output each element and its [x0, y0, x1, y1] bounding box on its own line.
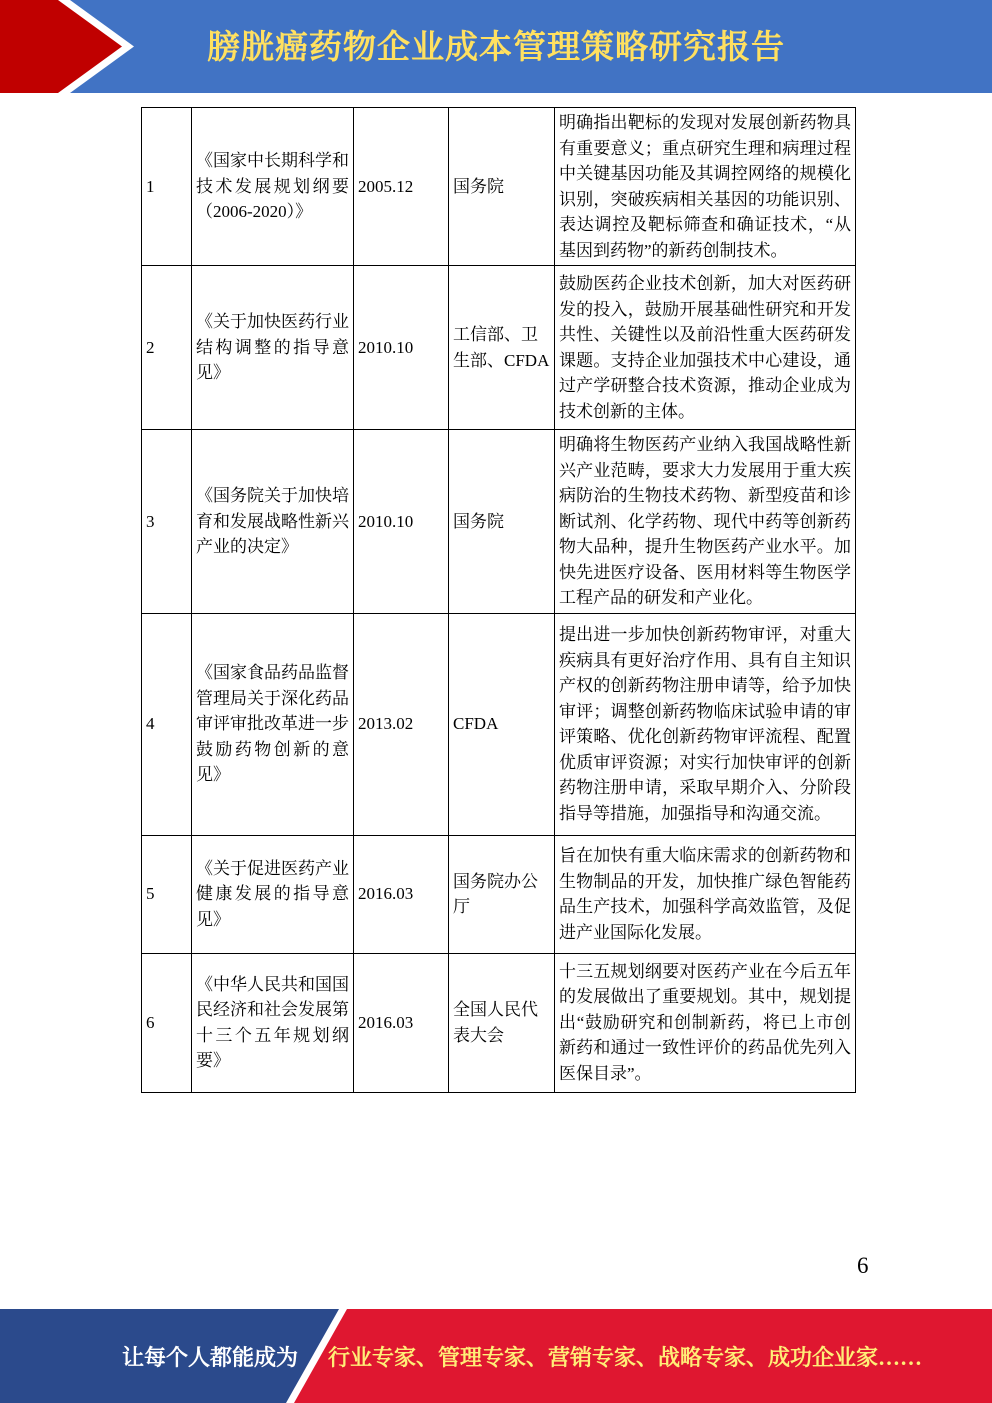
- page-title: 膀胱癌药物企业成本管理策略研究报告: [207, 28, 785, 65]
- policy-description: 旨在加快有重大临床需求的创新药物和生物制品的开发，加快推广绿色智能药品生产技术，加强科学高效监管，及促进产业国际化发展。: [555, 835, 856, 953]
- row-number: 3: [142, 430, 192, 614]
- policy-name: 《关于加快医药行业结构调整的指导意见》: [192, 266, 354, 430]
- table-row: [142, 835, 856, 953]
- policy-date: 2005.12: [354, 108, 449, 266]
- policy-issuer: 工信部、卫生部、CFDA: [449, 266, 555, 430]
- policy-date: 2016.03: [354, 953, 449, 1092]
- row-number: 2: [142, 266, 192, 430]
- policy-table: [141, 107, 856, 1093]
- row-number: 4: [142, 613, 192, 835]
- table-row: [142, 613, 856, 835]
- policy-description: 提出进一步加快创新药物审评，对重大疾病具有更好治疗作用、具有自主知识产权的创新药物注册申请等，给予加快审评；调整创新药物临床试验申请的审评策略、优化创新药物审评流程、配置优质审评资源；对实行加快审评的创新药物注册申请，采取早期介入、分阶段指导等措施，加强指导和沟通交流。: [555, 613, 856, 835]
- table-row: [142, 266, 856, 430]
- policy-description: 明确将生物医药产业纳入我国战略性新兴产业范畴，要求大力发展用于重大疾病防治的生物技术药物、新型疫苗和诊断试剂、化学药物、现代中药等创新药物大品种，提升生物医药产业水平。加快先进医疗设备、医用材料等生物医学工程产品的研发和产业化。: [555, 430, 856, 614]
- footer-slogan-right: 行业专家、管理专家、营销专家、战略专家、成功企业家……: [328, 1344, 923, 1370]
- row-number: 6: [142, 953, 192, 1092]
- policy-date: 2010.10: [354, 266, 449, 430]
- policy-date: 2016.03: [354, 835, 449, 953]
- header-banner: [0, 0, 992, 93]
- row-number: 1: [142, 108, 192, 266]
- policy-name: 《国家食品药品监督管理局关于深化药品审评审批改革进一步鼓励药物创新的意见》: [192, 613, 354, 835]
- policy-date: 2010.10: [354, 430, 449, 614]
- policy-description: 十三五规划纲要对医药产业在今后五年的发展做出了重要规划。其中，规划提出“鼓励研究和创制新药，将已上市创新药和通过一致性评价的药品优先列入医保目录”。: [555, 953, 856, 1092]
- policy-issuer: CFDA: [449, 613, 555, 835]
- table-row: [142, 953, 856, 1092]
- policy-name: 《关于促进医药产业健康发展的指导意见》: [192, 835, 354, 953]
- policy-issuer: 国务院: [449, 430, 555, 614]
- policy-issuer: 国务院: [449, 108, 555, 266]
- policy-name: 《国务院关于加快培育和发展战略性新兴产业的决定》: [192, 430, 354, 614]
- policy-date: 2013.02: [354, 613, 449, 835]
- footer-banner: [0, 1309, 992, 1403]
- policy-name: 《国家中长期科学和技术发展规划纲要（2006-2020）》: [192, 108, 354, 266]
- table-row: [142, 430, 856, 614]
- page-number: 6: [857, 1253, 869, 1278]
- row-number: 5: [142, 835, 192, 953]
- table-row: [142, 108, 856, 266]
- policy-description: 明确指出靶标的发现对发展创新药物具有重要意义；重点研究生理和病理过程中关键基因功能及其调控网络的规模化识别，突破疾病相关基因的功能识别、表达调控及靶标筛查和确证技术，“从基因到药物”的新药创制技术。: [555, 108, 856, 266]
- policy-issuer: 全国人民代表大会: [449, 953, 555, 1092]
- policy-name: 《中华人民共和国国民经济和社会发展第十三个五年规划纲要》: [192, 953, 354, 1092]
- policy-issuer: 国务院办公厅: [449, 835, 555, 953]
- footer-slogan-left: 让每个人都能成为: [121, 1344, 298, 1370]
- policy-description: 鼓励医药企业技术创新，加大对医药研发的投入，鼓励开展基础性研究和开发共性、关键性以及前沿性重大医药研发课题。支持企业加强技术中心建设，通过产学研整合技术资源，推动企业成为技术创新的主体。: [555, 266, 856, 430]
